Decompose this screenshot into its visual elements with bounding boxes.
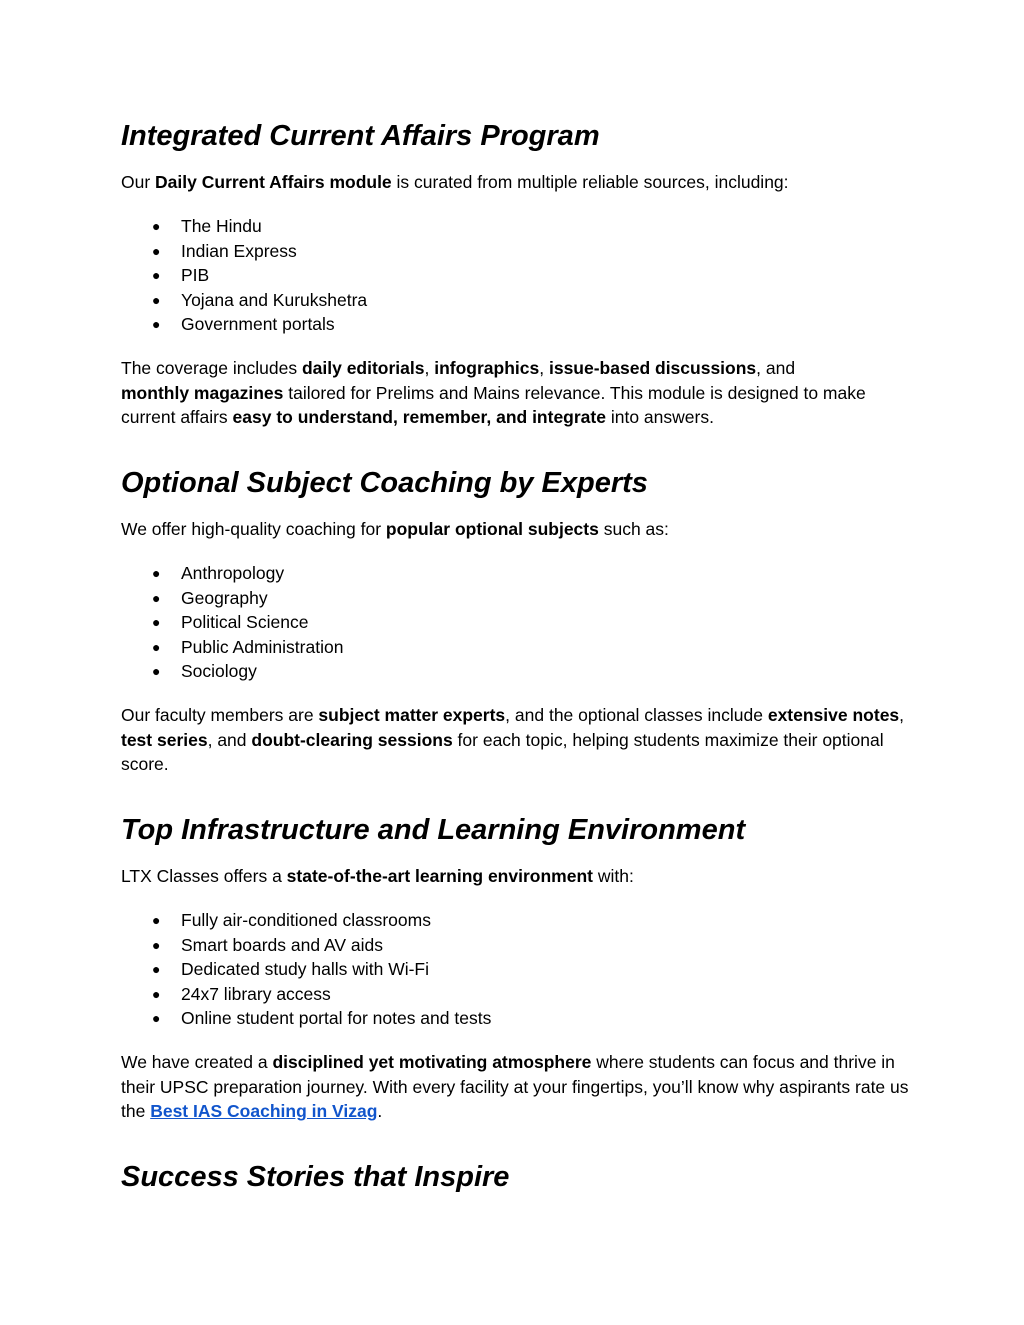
list-item: ● Sociology [121, 659, 911, 683]
section-intro: We offer high-quality coaching for popular optional subjects such as: [121, 519, 669, 539]
bullet-icon: ● [152, 242, 161, 259]
bullet-list [121, 214, 911, 336]
section-heading: Success Stories that Inspire [121, 1161, 510, 1193]
list-item: ● Political Science [121, 610, 911, 634]
list-item: ● PIB [121, 263, 911, 287]
bullet-icon: ● [152, 1010, 161, 1027]
list-item: ● Government portals [121, 312, 911, 336]
list-item: ● Online student portal for notes and tests [121, 1006, 911, 1030]
bullet-icon: ● [152, 291, 161, 308]
bullet-icon: ● [152, 589, 161, 606]
section-optional-subjects [121, 466, 911, 777]
section-body: We have created a disciplined yet motivating atmosphere where students can focus and thrive in their UPSC preparation journey. With every facility at your fingertips, you’ll know why aspirants rate us the Best IAS Coaching in Vizag. [121, 1052, 909, 1122]
section-heading: Optional Subject Coaching by Experts [121, 467, 648, 499]
list-item: ● Indian Express [121, 239, 911, 263]
bullet-icon: ● [152, 912, 161, 929]
list-item: ● Smart boards and AV aids [121, 933, 911, 957]
section-current-affairs [121, 119, 911, 430]
list-item: ● Public Administration [121, 635, 911, 659]
bullet-icon: ● [152, 638, 161, 655]
bullet-icon: ● [152, 985, 161, 1002]
list-item: ● Yojana and Kurukshetra [121, 288, 911, 312]
bullet-icon: ● [152, 614, 161, 631]
bullet-list [121, 908, 911, 1030]
bullet-list [121, 561, 911, 683]
section-infrastructure [121, 813, 911, 1124]
bullet-icon: ● [152, 565, 161, 582]
list-item: ● Anthropology [121, 561, 911, 585]
bullet-icon: ● [152, 936, 161, 953]
section-heading: Integrated Current Affairs Program [121, 120, 600, 152]
list-item: ● The Hindu [121, 214, 911, 238]
bullet-icon: ● [152, 316, 161, 333]
section-intro: Our Daily Current Affairs module is curated from multiple reliable sources, including: [121, 172, 789, 192]
section-intro: LTX Classes offers a state-of-the-art learning environment with: [121, 866, 634, 886]
list-item: ● Dedicated study halls with Wi-Fi [121, 957, 911, 981]
bullet-icon: ● [152, 961, 161, 978]
bullet-icon: ● [152, 663, 161, 680]
bullet-icon: ● [152, 218, 161, 235]
list-item: ● 24x7 library access [121, 982, 911, 1006]
section-body: The coverage includes daily editorials, infographics, issue-based discussions, and monthly magazines tailored for Prelims and Mains relevance. This module is designed to make current affairs easy to understand, remember, and integrate into answers. [121, 358, 866, 428]
section-body: Our faculty members are subject matter experts, and the optional classes include extensive notes, test series, and doubt-clearing sessions for each topic, helping students maximize their optional score. [121, 705, 905, 775]
section-heading: Top Infrastructure and Learning Environment [121, 814, 746, 846]
list-item: ● Geography [121, 586, 911, 610]
list-item: ● Fully air-conditioned classrooms [121, 908, 911, 932]
best-ias-coaching-link[interactable]: Best IAS Coaching in Vizag [150, 1101, 378, 1122]
section-success-stories [121, 1160, 911, 1194]
bullet-icon: ● [152, 267, 161, 284]
